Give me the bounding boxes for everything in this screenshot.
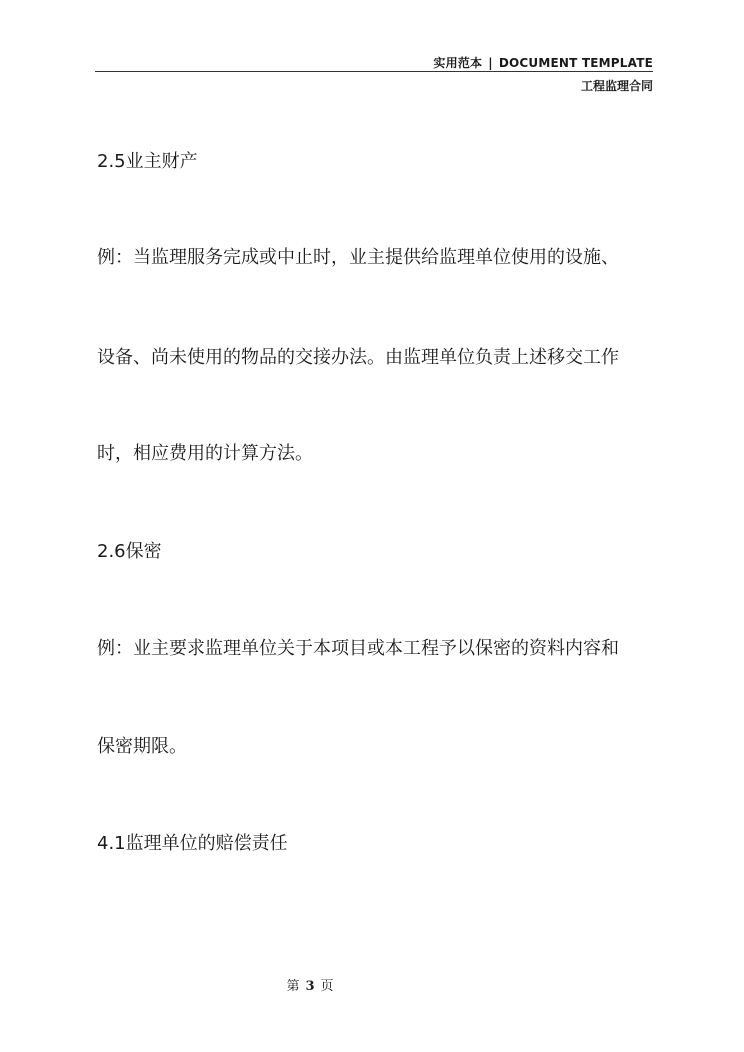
header-subtitle: 工程监理合同 [580,79,653,93]
section-heading-4-1: 4.1监理单位的赔偿责任 [97,833,288,854]
section-heading-2-5: 2.5业主财产 [97,151,198,172]
paragraph-line: 设备、尚未使用的物品的交接办法。由监理单位负责上述移交工作 [97,347,619,368]
paragraph-line: 例：当监理服务完成或中止时，业主提供给监理单位使用的设施、 [97,247,619,268]
footer-suffix: 页 [320,979,334,994]
page-footer [0,975,620,994]
header-brand-line [433,54,653,71]
header-separator: | [488,56,493,70]
section-heading-2-6: 2.6保密 [97,541,162,562]
paragraph-line: 例：业主要求监理单位关于本项目或本工程予以保密的资料内容和 [97,638,619,659]
page-number: 3 [305,979,315,994]
paragraph-line: 保密期限。 [97,736,187,757]
header-divider [95,71,653,72]
paragraph-line: 时，相应费用的计算方法。 [97,443,313,464]
header-brand: 实用范本 [433,56,483,70]
footer-prefix: 第 [286,979,300,994]
header-template-label: DOCUMENT TEMPLATE [498,56,653,70]
